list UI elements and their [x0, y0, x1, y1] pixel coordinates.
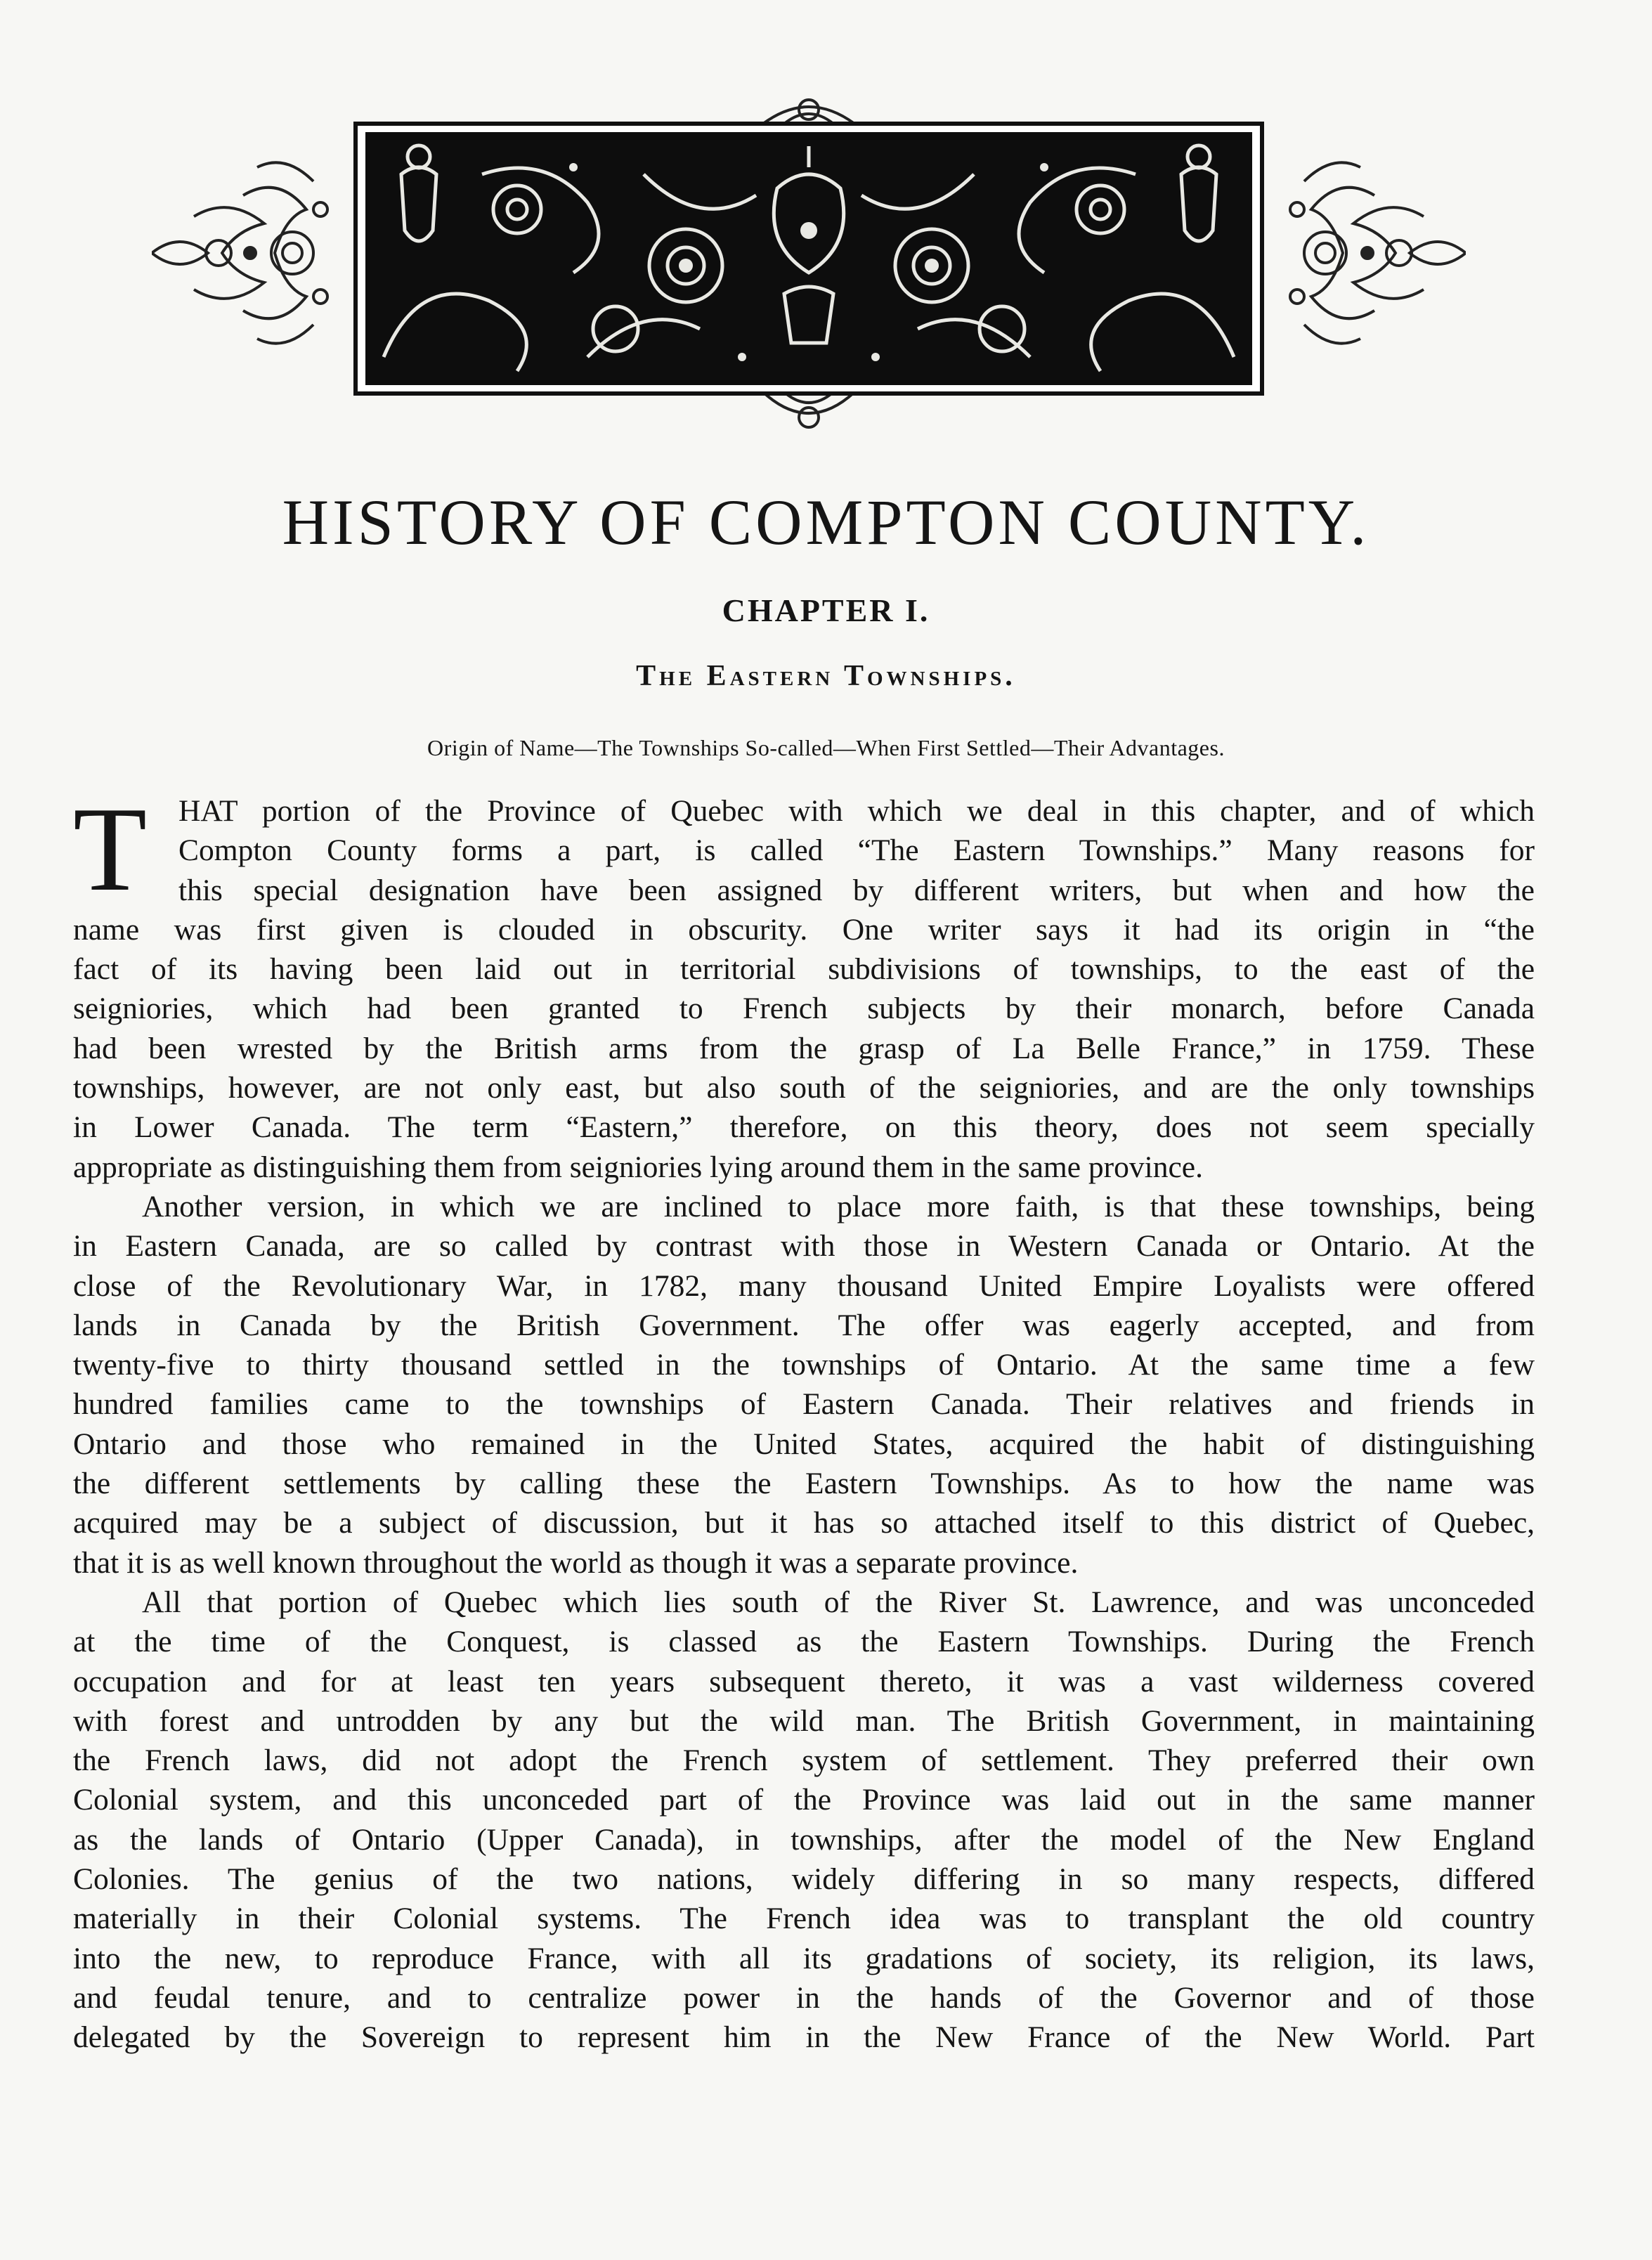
- text-line: seigniories, which had been granted to French subjects by their monarch, before Canada: [73, 992, 1535, 1026]
- text-line: fact of its having been laid out in territorial subdivisions of townships, to the east of the: [73, 952, 1535, 987]
- text-line: Compton County forms a part, is called “The Eastern Townships.” Many reasons for: [178, 833, 1535, 868]
- text-line: twenty-five to thirty thousand settled in the townships of Ontario. At the same time a few: [73, 1348, 1535, 1382]
- chapter-heading: CHAPTER I.: [722, 592, 930, 628]
- text-line: this special designation have been assigned by different writers, but when and how the: [178, 873, 1535, 907]
- text-line: and feudal tenure, and to centralize power in the hands of the Governor and of those: [73, 1980, 1535, 2015]
- text-line: HAT portion of the Province of Quebec with which we deal in this chapter, and of which: [178, 794, 1535, 828]
- text-line: Colonies. The genius of the two nations, widely differing in so many respects, differed: [73, 1862, 1535, 1897]
- top-finial-ornament: [763, 100, 854, 124]
- text-line: appropriate as distinguishing them from seigniories lying around them in the same province.: [73, 1150, 1203, 1184]
- text-line: into the new, to reproduce France, with all its gradations of society, its religion, its laws,: [73, 1941, 1535, 1975]
- text-line: the different settlements by calling these the Eastern Townships. As to how the name was: [73, 1467, 1535, 1501]
- text-line: hundred families came to the townships of Eastern Canada. Their relatives and friends in: [73, 1387, 1535, 1422]
- text-line: in Lower Canada. The term “Eastern,” therefore, on this theory, does not seem specially: [73, 1110, 1535, 1145]
- drop-cap: T: [73, 783, 148, 916]
- chapter-summary: Origin of Name—The Townships So-called—When First Settled—Their Advantages.: [427, 735, 1225, 760]
- text-line: occupation and for at least ten years subsequent thereto, it was a vast wilderness covered: [73, 1664, 1535, 1699]
- text-line: delegated by the Sovereign to represent him in the New France of the New World. Part: [73, 2020, 1535, 2055]
- right-filigree-ornament: [1290, 162, 1466, 343]
- ornamental-header-banner: [152, 90, 1466, 434]
- body-text: [73, 783, 1535, 2058]
- text-line: had been wrested by the British arms from the grasp of La Belle France,” in 1759. These: [73, 1031, 1535, 1065]
- text-line: acquired may be a subject of discussion, but it has so attached itself to this district of Quebec,: [73, 1506, 1535, 1540]
- text-line: Ontario and those who remained in the United States, acquired the habit of distinguishing: [73, 1427, 1535, 1461]
- page-title: HISTORY OF COMPTON COUNTY.: [282, 486, 1370, 558]
- text-line: in Eastern Canada, are so called by contrast with those in Western Canada or Ontario. At the: [73, 1229, 1535, 1264]
- text-line: that it is as well known throughout the world as though it was a separate province.: [73, 1545, 1079, 1580]
- text-line: as the lands of Ontario (Upper Canada), in townships, after the model of the New England: [73, 1822, 1535, 1857]
- text-line: with forest and untrodden by any but the wild man. The British Government, in maintaining: [73, 1703, 1535, 1738]
- left-filigree-ornament: [152, 162, 327, 343]
- text-line: the French laws, did not adopt the French system of settlement. They preferred their own: [73, 1743, 1535, 1778]
- text-line: at the time of the Conquest, is classed as the Eastern Townships. During the French: [73, 1625, 1535, 1659]
- text-line: Another version, in which we are inclined to place more faith, is that these townships, being: [142, 1189, 1535, 1223]
- text-line: close of the Revolutionary War, in 1782, many thousand United Empire Loyalists were offered: [73, 1268, 1535, 1303]
- section-heading: The Eastern Townships.: [636, 660, 1016, 692]
- bottom-finial-ornament: [763, 392, 854, 427]
- arabesque-panel: [356, 124, 1262, 394]
- text-line: Colonial system, and this unconceded part of the Province was laid out in the same manner: [73, 1783, 1535, 1817]
- text-line: lands in Canada by the British Government. The offer was eagerly accepted, and from: [73, 1308, 1535, 1342]
- text-line: name was first given is clouded in obscurity. One writer says it had its origin in “the: [73, 912, 1535, 947]
- text-line: townships, however, are not only east, but also south of the seigniories, and are the only townships: [73, 1071, 1535, 1105]
- text-line: All that portion of Quebec which lies south of the River St. Lawrence, and was unconceded: [142, 1585, 1535, 1619]
- text-line: materially in their Colonial systems. The French idea was to transplant the old country: [73, 1902, 1535, 1936]
